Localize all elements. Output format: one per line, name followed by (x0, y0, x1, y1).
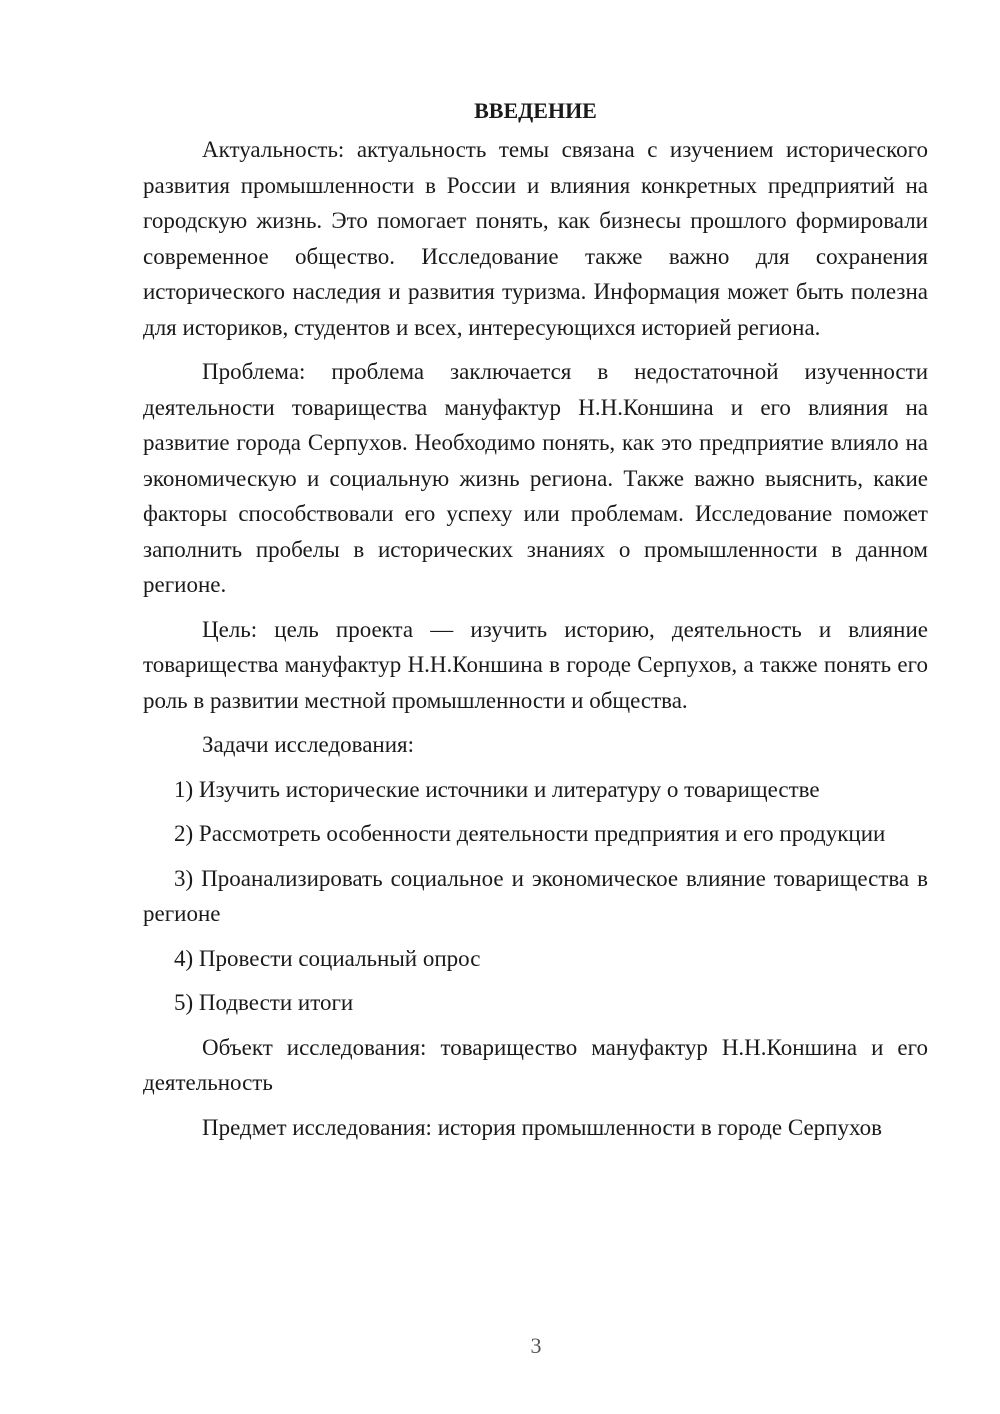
task-item-1: 1) Изучить исторические источники и литературу о товариществе (174, 776, 820, 802)
object-paragraph: Объект исследования: товарищество мануфактур Н.Н.Коншина и его деятельность (143, 1034, 928, 1095)
task-item-3: 3) Проанализировать социальное и экономическое влияние товарищества в регионе (143, 865, 928, 926)
page-number: 3 (530, 1333, 542, 1358)
task-item-2: 2) Рассмотреть особенности деятельности предприятия и его продукции (174, 821, 886, 846)
page-title: ВВЕДЕНИЕ (474, 98, 597, 123)
document-body (143, 92, 928, 1154)
subject-paragraph: Предмет исследования: история промышленности в городе Серпухов (202, 1114, 882, 1140)
goal-paragraph: Цель: цель проекта — изучить историю, деятельность и влияние товарищества мануфактур Н.Н.Коншина в городе Серпухов, а также понять его роль в развитии местной промышленности и общества. (143, 616, 928, 713)
problem-paragraph: Проблема: проблема заключается в недостаточной изученности деятельности товарищества мануфактур Н.Н.Коншина и его влияния на развитие города Серпухов. Необходимо понять, как это предприятие влияло на экономическую и социальную жизнь региона. Также важно выяснить, какие факторы способствовали его успеху или проблемам. Исследование поможет заполнить пробелы в исторических знаниях о промышленности в данном регионе. (143, 359, 928, 597)
relevance-paragraph: Актуальность: актуальность темы связана с изучением исторического развития промышленности в России и влияния конкретных предприятий на городскую жизнь. Это помогает понять, как бизнесы прошлого формировали современное общество. Исследование также важно для сохранения исторического наследия и развития туризма. Информация может быть полезна для историков, студентов и всех, интересующихся историей региона. (143, 137, 928, 340)
task-item-5: 5) Подвести итоги (174, 990, 354, 1015)
task-item-4: 4) Провести социальный опрос (174, 945, 481, 971)
tasks-heading: Задачи исследования: (202, 732, 415, 757)
